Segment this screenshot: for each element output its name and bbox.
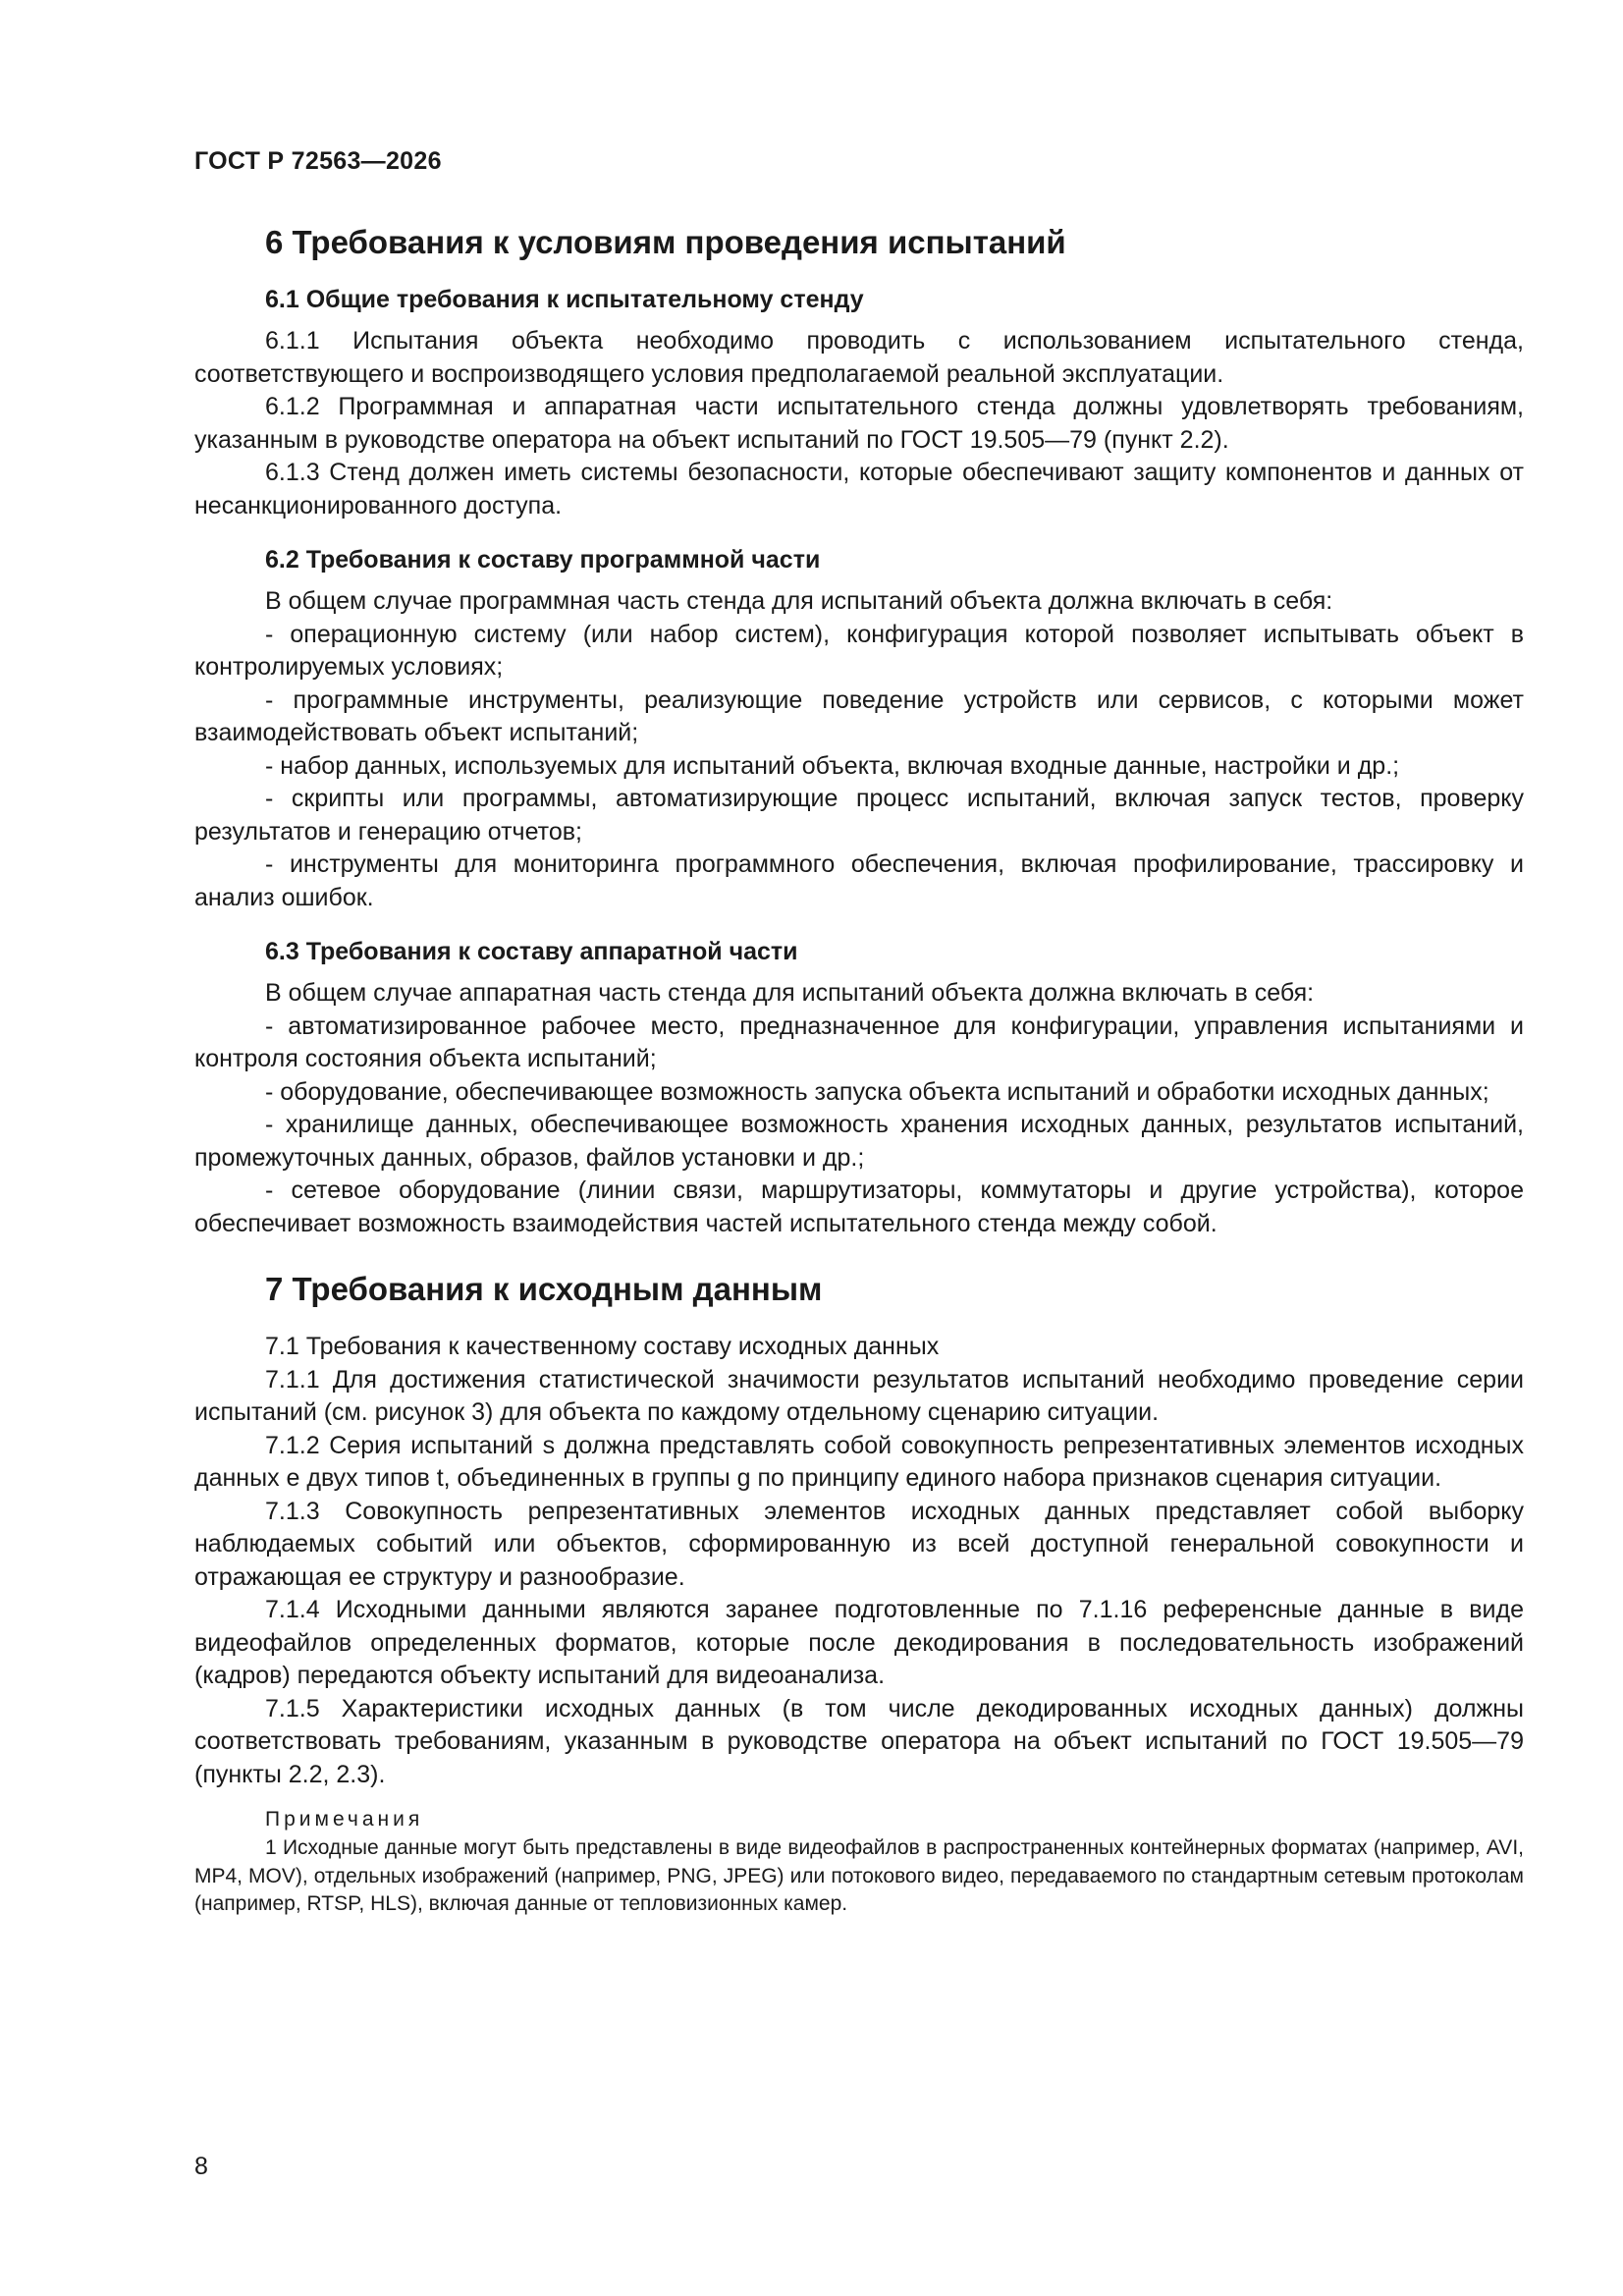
notes-title: Примечания: [265, 1808, 424, 1831]
list-item-6-2: - набор данных, используемых для испытаний объекта, включая входные данные, настройки и др.;: [265, 751, 1400, 780]
list-item-6-3: - сетевое оборудование (линии связи, маршрутизаторы, коммутаторы и другие устройства), которое обеспечивает возможность взаимодействия частей испытательного стенда между собой.: [194, 1176, 1524, 1237]
section-7-title: 7 Требования к исходным данным: [265, 1271, 823, 1307]
list-item-6-3: - хранилище данных, обеспечивающее возможность хранения исходных данных, результатов испытаний, промежуточных данных, образов, файлов установки и др.;: [194, 1111, 1524, 1172]
list-item-6-3: - оборудование, обеспечивающее возможность запуска объекта испытаний и обработки исходных данных;: [265, 1077, 1489, 1106]
section-6-title: 6 Требования к условиям проведения испытаний: [265, 224, 1066, 260]
paragraph-7-1-3: 7.1.3 Совокупность репрезентативных элементов исходных данных представляет собой выборку наблюдаемых событий или объектов, сформированную из всей доступной генеральной совокупности и отражающая ее структуру и разнообразие.: [194, 1497, 1524, 1591]
document-id-header: ГОСТ Р 72563—2026: [194, 147, 442, 175]
list-item-6-2: - скрипты или программы, автоматизирующие процесс испытаний, включая запуск тестов, проверку результатов и генерацию отчетов;: [194, 785, 1524, 846]
list-item-6-2: - операционную систему (или набор систем), конфигурация которой позволяет испытывать объект в контролируемых условиях;: [194, 620, 1524, 681]
paragraph-7-1-4: 7.1.4 Исходными данными являются заранее подготовленные по 7.1.16 референсные данные в виде видеофайлов определенных форматов, которые после декодирования в последовательность изображений (кадров) передаются объекту испытаний для видеоанализа.: [194, 1596, 1524, 1689]
page-content: [194, 221, 1524, 1919]
section-6-3-title: 6.3 Требования к составу аппаратной части: [265, 938, 798, 965]
section-6-1-title: 6.1 Общие требования к испытательному стенду: [265, 286, 864, 313]
paragraph-6-2-intro: В общем случае программная часть стенда для испытаний объекта должна включать в себя:: [265, 587, 1333, 615]
paragraph-7-1: 7.1 Требования к качественному составу исходных данных: [265, 1333, 940, 1360]
paragraph-7-1-5: 7.1.5 Характеристики исходных данных (в том числе декодированных исходных данных) должны соответствовать требованиям, указанным в руководстве оператора на объект испытаний по ГОСТ 19.505—79 (пункты 2.2, 2.3).: [194, 1694, 1524, 1788]
paragraph-7-1-2: 7.1.2 Серия испытаний s должна представлять собой совокупность репрезентативных элементов исходных данных e двух типов t, объединенных в группы g по принципу единого набора признаков сценария ситуации.: [194, 1431, 1524, 1492]
list-item-6-2: - инструменты для мониторинга программного обеспечения, включая профилирование, трассировку и анализ ошибок.: [194, 850, 1524, 911]
note-1: 1 Исходные данные могут быть представлены в виде видеофайлов в распространенных контейнерных форматах (например, AVI, MP4, MOV), отдельных изображений (например, PNG, JPEG) или потокового видео, передаваемого по стандартным сетевым протоколам (например, RTSP, HLS), включая данные от тепловизионных камер.: [194, 1836, 1524, 1915]
paragraph-6-3-intro: В общем случае аппаратная часть стенда для испытаний объекта должна включать в себя:: [265, 979, 1315, 1007]
list-item-6-2: - программные инструменты, реализующие поведение устройств или сервисов, с которыми может взаимодействовать объект испытаний;: [194, 685, 1524, 746]
paragraph-6-1-2: 6.1.2 Программная и аппаратная части испытательного стенда должны удовлетворять требованиям, указанным в руководстве оператора на объект испытаний по ГОСТ 19.505—79 (пункт 2.2).: [194, 393, 1524, 454]
paragraph-6-1-3: 6.1.3 Стенд должен иметь системы безопасности, которые обеспечивают защиту компонентов и данных от несанкционированного доступа.: [194, 459, 1524, 519]
page-number: 8: [194, 2153, 208, 2180]
paragraph-7-1-1: 7.1.1 Для достижения статистической значимости результатов испытаний необходимо проведение серии испытаний (см. рисунок 3) для объекта по каждому отдельному сценарию ситуации.: [194, 1365, 1524, 1426]
paragraph-6-1-1: 6.1.1 Испытания объекта необходимо проводить с использованием испытательного стенда, соответствующего и воспроизводящего условия предполагаемой реальной эксплуатации.: [194, 327, 1524, 388]
section-6-2-title: 6.2 Требования к составу программной части: [265, 546, 821, 574]
list-item-6-3: - автоматизированное рабочее место, предназначенное для конфигурации, управления испытаниями и контроля состояния объекта испытаний;: [194, 1011, 1524, 1072]
